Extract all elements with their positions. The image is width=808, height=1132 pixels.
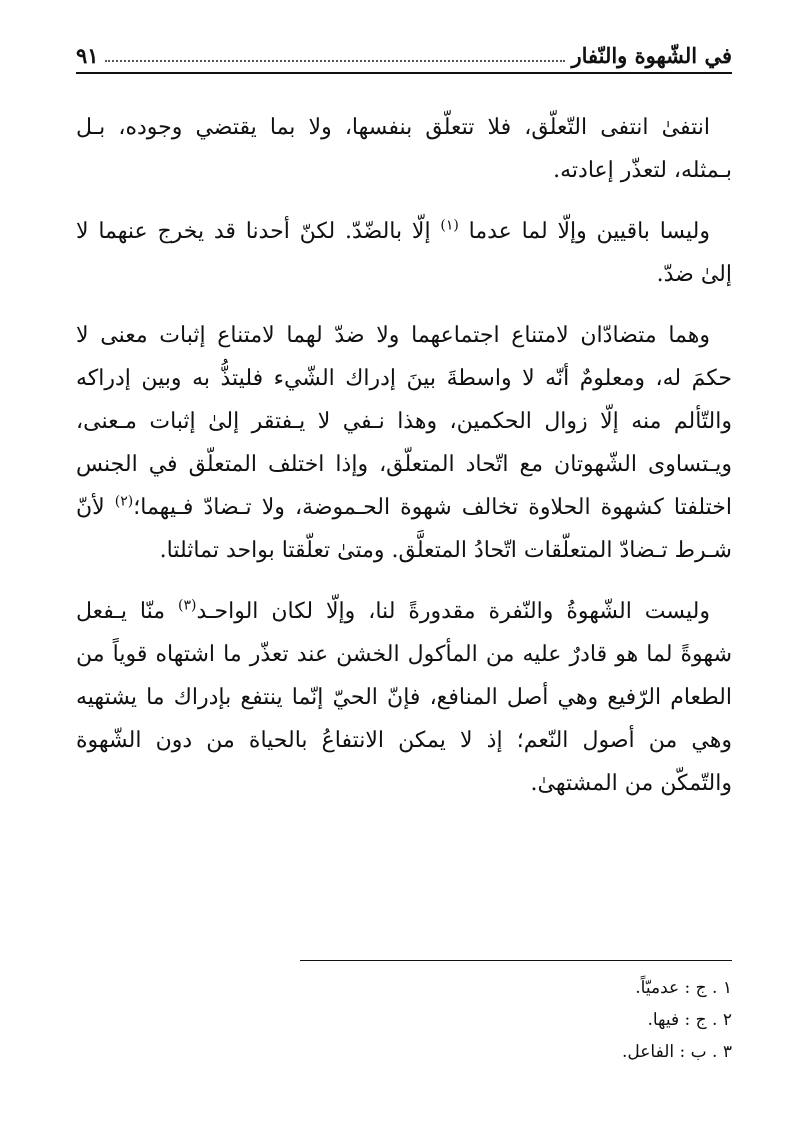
footnote-ref-1: (١) bbox=[440, 217, 459, 234]
paragraph-text: وليست الشّهوةُ والنّفرة مقدورةً لنا، وإلّا لكان الواحـد bbox=[196, 599, 710, 624]
paragraph-text: وليسا باقيين وإلّا لما عدما bbox=[458, 219, 710, 244]
dotted-leader bbox=[105, 60, 566, 62]
paragraph-text: منّا يـفعل شهوةً لما هو قادرٌ عليه من المأكول الخشن عند تعذّر ما اشتهاه قوياً من الطعام الرّفيع وهي أصل المنافع، فإنّ الحيّ إنّما ينتفع بإدراك ما يشتهيه وهي من أصول النّعم؛ إذ لا يمكن الانتفاعُ بالحياة من دون الشّهوة والتّمكّن من المشتهىٰ. bbox=[76, 599, 732, 796]
footnote-ref-3: (٣) bbox=[178, 597, 197, 614]
footnote-ref-2: (٢) bbox=[114, 493, 134, 510]
paragraph-4 bbox=[76, 590, 732, 805]
footnotes bbox=[76, 972, 732, 1068]
paragraph-1 bbox=[76, 106, 732, 192]
footnote-3: ٣ . ب : الفاعل. bbox=[622, 1042, 732, 1062]
footnote-1: ١ . ج : عدميّاً. bbox=[635, 978, 732, 998]
footnote-2: ٢ . ج : فيها. bbox=[647, 1010, 732, 1030]
paragraph-text: وهما متضادّان لامتناع اجتماعهما ولا ضدّ لهما لامتناع إثبات معنى لا حكمَ له، ومعلومٌ أنّه لا واسطةَ بينَ إدراك الشّيء فليتذُّ به وبين إدراكه والتّألم منه إلّا زوال الحكمين، وهذا نـفي لا يـفتقر إلىٰ إثبات مـعنى، ويـتساوى الشّهوتان مع اتّحاد المتعلّق، وإذا اختلف المتعلّق في الجنس اختلفتا كشهوة الحلاوة تخالف شهوة الحـموضة، ولا تـضادّ فـيهما؛ bbox=[76, 323, 733, 520]
paragraph-3 bbox=[76, 314, 732, 572]
page-number: ٩١ bbox=[76, 43, 99, 68]
paragraph-text: إلّا بالضّدّ. لكنّ أحدنا قد يخرج عنهما لا إلىٰ ضدّ. bbox=[76, 219, 732, 287]
main-text bbox=[76, 106, 732, 823]
page-header bbox=[76, 36, 732, 74]
paragraph-text: لأنّ شـرط تـضادّ المتعلّقات اتّحادُ المتعلَّق. ومتىٰ تعلّقتا بواحد تماثلتا. bbox=[76, 495, 732, 563]
running-title: في الشّهوة والنّفار bbox=[571, 43, 732, 68]
footnote-divider bbox=[300, 960, 732, 961]
paragraph-text: انتفىٰ انتفى التّعلّق، فلا تتعلّق بنفسها، ولا بما يقتضي وجوده، بـل بـمثله، لتعذّر إعادته. bbox=[76, 115, 732, 183]
paragraph-2 bbox=[76, 210, 732, 296]
